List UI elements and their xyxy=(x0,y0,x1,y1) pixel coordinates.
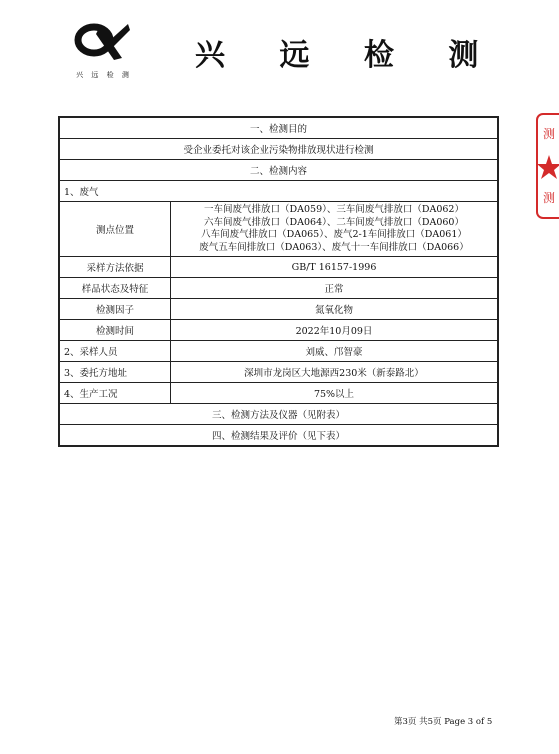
table-row xyxy=(59,202,498,257)
row-label: 测点位置 xyxy=(59,202,171,257)
section-heading: 一、检测目的 xyxy=(59,117,498,139)
page-title: 兴 远 检 测 xyxy=(195,38,501,73)
row-label: 3、委托方地址 xyxy=(59,362,171,383)
table-row xyxy=(59,257,498,278)
svg-text:测: 测 xyxy=(543,127,556,141)
row-label: 样品状态及特征 xyxy=(59,278,171,299)
row-label: 2、采样人员 xyxy=(59,341,171,362)
row-value: 75%以上 xyxy=(171,383,499,404)
page-footer: 第3页 共5页 Page 3 of 5 xyxy=(394,717,493,727)
row-value: 2022年10月09日 xyxy=(171,320,499,341)
table-row xyxy=(59,383,498,404)
table-row xyxy=(59,139,498,160)
row-label: 4、生产工况 xyxy=(59,383,171,404)
table-row xyxy=(59,341,498,362)
waste-gas-heading: 1、废气 xyxy=(59,181,498,202)
purpose-text: 受企业委托对该企业污染物排放现状进行检测 xyxy=(59,139,498,160)
row-label: 采样方法依据 xyxy=(59,257,171,278)
table-row xyxy=(59,160,498,181)
point-line: 六车间废气排放口（DA064）、二车间废气排放口（DA060） xyxy=(204,216,464,228)
section-heading: 四、检测结果及评价（见下表） xyxy=(59,425,498,447)
table-row xyxy=(59,362,498,383)
row-value: GB/T 16157-1996 xyxy=(171,257,499,278)
logo-caption: 兴 远 检 测 xyxy=(76,71,132,79)
section-heading: 三、检测方法及仪器（见附表） xyxy=(59,404,498,425)
table-row xyxy=(59,320,498,341)
company-logo xyxy=(72,18,132,68)
table-row xyxy=(59,299,498,320)
point-line: 一车间废气排放口（DA059）、三车间废气排放口（DA062） xyxy=(204,204,464,215)
row-value: 深圳市龙岗区大地源西230米（新泰路北） xyxy=(171,362,499,383)
row-value: 正常 xyxy=(171,278,499,299)
points-cell xyxy=(171,202,499,257)
report-table xyxy=(58,116,499,447)
row-label: 检测因子 xyxy=(59,299,171,320)
row-value: 刘威、邝智豪 xyxy=(171,341,499,362)
table-row xyxy=(59,425,498,447)
table-row xyxy=(59,404,498,425)
point-line: 废气五车间排放口（DA063）、废气十一车间排放口（DA066） xyxy=(199,241,469,253)
table-row xyxy=(59,278,498,299)
row-value: 氮氧化物 xyxy=(171,299,499,320)
row-label: 检测时间 xyxy=(59,320,171,341)
table-row xyxy=(59,181,498,202)
section-heading: 二、检测内容 xyxy=(59,160,498,181)
svg-text:测: 测 xyxy=(543,191,556,205)
point-line: 八车间废气排放口（DA065）、废气2-1车间排放口（DA061） xyxy=(201,229,467,240)
seal-stamp xyxy=(535,110,559,222)
table-row xyxy=(59,117,498,139)
